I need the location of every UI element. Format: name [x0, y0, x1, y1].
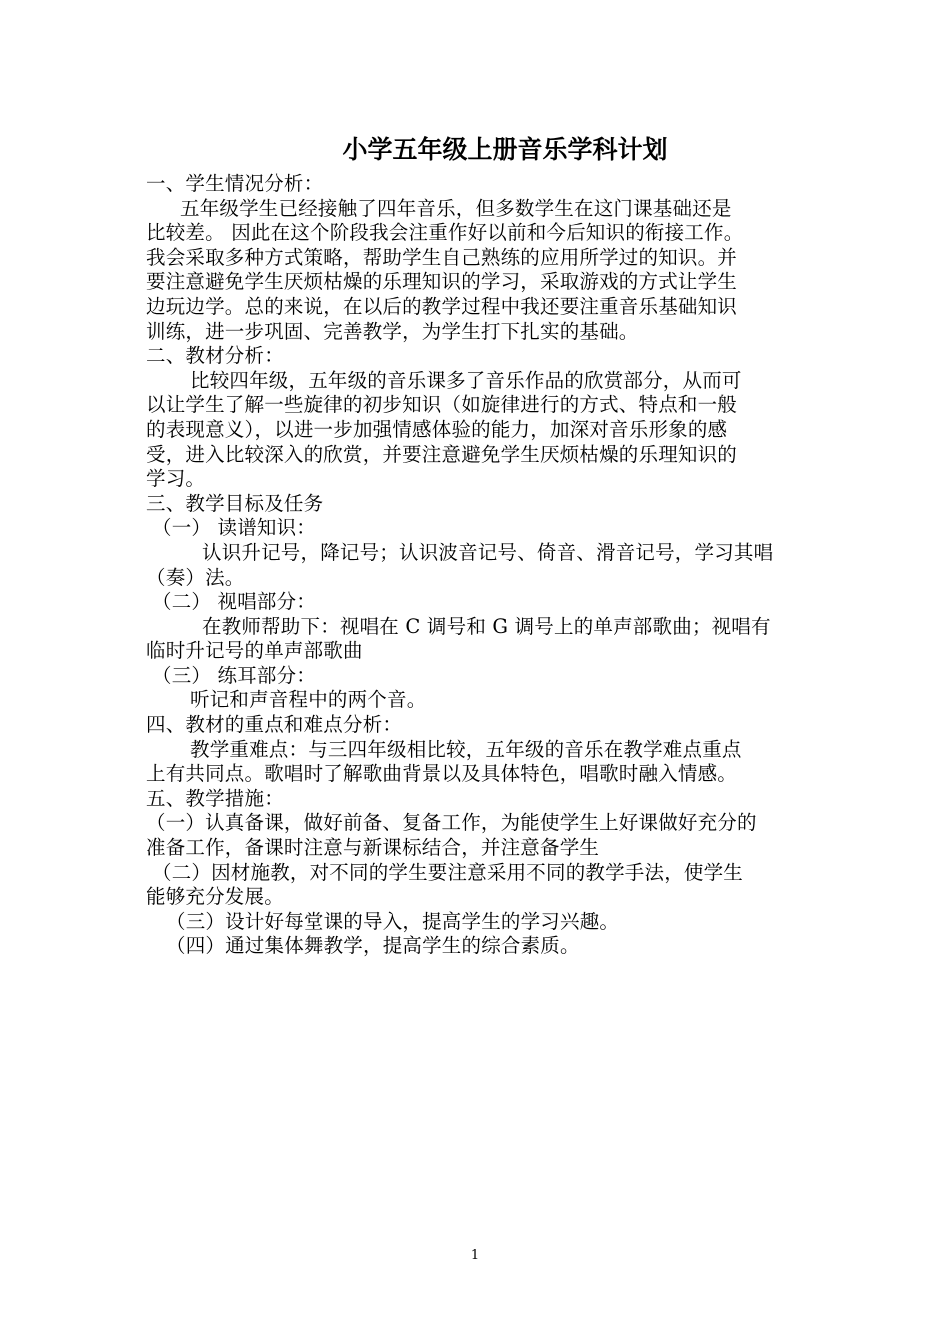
paragraph-line: 上有共同点。歌唱时了解歌曲背景以及具体特色，唱歌时融入情感。	[146, 762, 738, 786]
subsection-heading: （二） 视唱部分：	[152, 590, 316, 614]
paragraph-line: 要注意避免学生厌烦枯燥的乐理知识的学习，采取游戏的方式让学生	[146, 270, 738, 294]
document-body	[146, 172, 810, 959]
paragraph-line: 边玩边学。总的来说，在以后的教学过程中我还要注重音乐基础知识	[146, 294, 738, 318]
paragraph-line: （奏）法。	[146, 565, 245, 589]
section-heading: 一、学生情况分析：	[146, 172, 324, 195]
paragraph-line: 准备工作，备课时注意与新课标结合，并注意备学生	[146, 836, 600, 860]
paragraph-line: 认识升记号，降记号；认识波音记号、倚音、滑音记号，学习其唱	[202, 540, 774, 564]
paragraph-line: 五年级学生已经接触了四年音乐，但多数学生在这门课基础还是	[180, 196, 732, 220]
paragraph-line: 能够充分发展。	[146, 885, 284, 909]
section-heading: 四、教材的重点和难点分析：	[146, 713, 403, 737]
paragraph-line: 比较差。 因此在这个阶段我会注重作好以前和今后知识的衔接工作。	[146, 221, 744, 245]
paragraph-line: 在教师帮助下：视唱在 C 调号和 G 调号上的单声部歌曲；视唱有	[202, 614, 771, 638]
paragraph-line: （三）设计好每堂课的导入，提高学生的学习兴趣。	[166, 909, 620, 933]
section-heading: 五、教学措施：	[146, 786, 284, 810]
paragraph-line: （二）因材施教，对不同的学生要注意采用不同的教学手法，使学生	[152, 860, 744, 884]
subsection-heading: （一） 读谱知识：	[152, 516, 316, 540]
document-title: 小学五年级上册音乐学科计划	[342, 135, 668, 164]
paragraph-line: （四）通过集体舞教学，提高学生的综合素质。	[166, 934, 580, 958]
paragraph-line: 听记和声音程中的两个音。	[190, 688, 427, 712]
section-heading: 三、教学目标及任务	[146, 491, 324, 515]
subsection-heading: （三） 练耳部分：	[152, 663, 316, 687]
paragraph-line: 比较四年级，五年级的音乐课多了音乐作品的欣赏部分，从而可	[190, 368, 742, 392]
paragraph-line: 我会采取多种方式策略，帮助学生自己熟练的应用所学过的知识。并	[146, 245, 738, 269]
paragraph-line: （一）认真备课，做好前备、复备工作，为能使学生上好课做好充分的	[146, 811, 757, 835]
paragraph-line: 临时升记号的单声部歌曲	[146, 639, 363, 663]
paragraph-line: 训练，进一步巩固、完善教学，为学生打下扎实的基础。	[146, 319, 639, 343]
page-number: 1	[470, 1248, 480, 1263]
paragraph-line: 学习。	[146, 467, 206, 491]
paragraph-line: 以让学生了解一些旋律的初步知识（如旋律进行的方式、特点和一般	[146, 393, 738, 417]
paragraph-line: 的表现意义），以进一步加强情感体验的能力，加深对音乐形象的感	[146, 417, 728, 441]
paragraph-line: 受，进入比较深入的欣赏，并要注意避免学生厌烦枯燥的乐理知识的	[146, 442, 738, 466]
paragraph-line: 教学重难点：与三四年级相比较，五年级的音乐在教学难点重点	[190, 737, 742, 761]
section-heading: 二、教材分析：	[146, 344, 284, 368]
